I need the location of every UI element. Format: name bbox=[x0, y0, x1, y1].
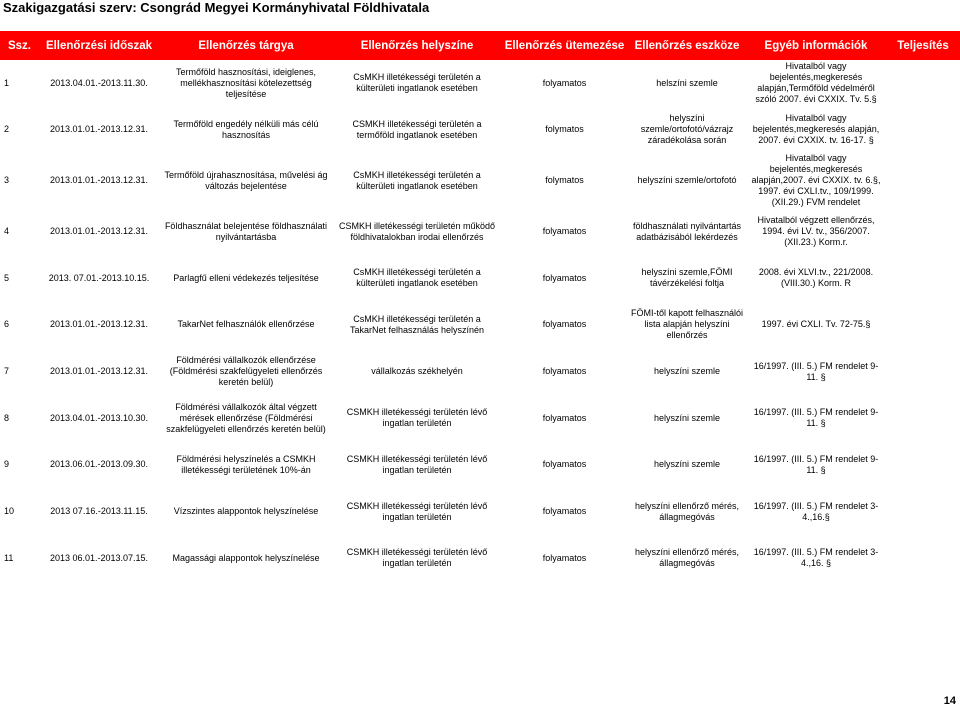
cell-period: 2013.04.01.-2013.11.30. bbox=[50, 77, 148, 88]
cell-info: 2008. évi XLVI.tv., 221/2008.(VIII.30.) Korm. R bbox=[758, 267, 874, 288]
inspection-plan-table bbox=[0, 31, 960, 581]
table-row bbox=[0, 348, 960, 395]
cell-period: 2013.01.01.-2013.12.31. bbox=[49, 226, 149, 236]
page-number: 14 bbox=[943, 695, 956, 707]
cell-done bbox=[886, 255, 960, 301]
cell-subject: Földmérési helyszínelés a CSMKH illetékességi területének 10%-án bbox=[176, 453, 316, 475]
cell-period: 2013.01.01.-2013.12.31. bbox=[49, 319, 149, 329]
cell-info: 16/1997. (III. 5.) FM rendelet 9-11. § bbox=[753, 407, 879, 428]
cell-tool: földhasználati nyilvántartás adatbázisából lekérdezés bbox=[632, 220, 742, 242]
cell-place: CsMKH illetékességi területén a TakarNet felhasználás helyszínén bbox=[349, 313, 485, 335]
cell-tool: helyszíni szemle/ortofotó bbox=[637, 175, 737, 185]
cell-subject: Termőföld újrahasznosítása, művelési ág változás bejelentése bbox=[164, 169, 328, 191]
cell-done bbox=[886, 395, 960, 441]
document-title: Szakigazgatási szerv: Csongrád Megyei Kormányhivatal Földhivatala bbox=[3, 0, 430, 15]
cell-no: 11 bbox=[4, 552, 14, 563]
col-header-period: Ellenőrzési időszak bbox=[39, 31, 159, 60]
cell-place: CSMKH illetékességi területén lévő ingatlan területén bbox=[346, 453, 488, 475]
cell-no: 10 bbox=[4, 506, 15, 516]
cell-schedule: folymatos bbox=[545, 124, 584, 134]
cell-no: 1 bbox=[4, 77, 10, 88]
cell-place: CsMKH illetékességi területén a külterületi ingatlanok esetében bbox=[353, 267, 481, 288]
cell-period: 2013.01.01.-2013.12.31. bbox=[49, 175, 149, 185]
cell-subject: Termőföld engedély nélküli más célú hasznosítás bbox=[173, 118, 319, 140]
cell-no: 5 bbox=[4, 272, 10, 283]
table-header-row bbox=[0, 31, 960, 60]
cell-info: 16/1997. (III. 5.) FM rendelet 3-4.,16.§ bbox=[753, 500, 879, 522]
cell-schedule: folyamatos bbox=[542, 506, 587, 516]
cell-period: 2013.01.01.-2013.12.31. bbox=[49, 366, 149, 376]
cell-subject: Parlagfű elleni védekezés teljesítése bbox=[173, 272, 319, 283]
table-row bbox=[0, 395, 960, 441]
cell-info: Hivatalból vagy bejelentés,megkeresés alapján,Termőföld védelméről szóló 2007. évi CXXIX. Tv. 5.§ bbox=[755, 61, 877, 104]
cell-subject: Földmérési vállalkozók által végzett mérések ellenőrzése (Földmérési szakfelügyeleti ellenőrzés keretén belül) bbox=[166, 401, 326, 434]
col-header-tool: Ellenőrzés eszköze bbox=[628, 31, 746, 60]
cell-info: Hivatalból vagy bejelentés,megkeresés alapján,2007. évi CXXIX. tv. 6.§, 1997. évi CXLI.tv., 109/1999.(XII.29.) FVM rendelet bbox=[751, 153, 881, 207]
cell-period: 2013 07.16.-2013.11.15. bbox=[50, 506, 148, 516]
cell-subject: Termőföld hasznosítási, ideiglenes, mellékhasznosítási kötelezettség teljesítése bbox=[175, 66, 317, 99]
cell-tool: helyszíni szemle,FÖMI távérzékelési foltja bbox=[641, 267, 733, 288]
cell-tool: helyszíni szemle bbox=[653, 459, 721, 469]
cell-schedule: folyamatos bbox=[542, 226, 587, 236]
cell-schedule: folyamatos bbox=[542, 459, 587, 469]
table-row bbox=[0, 255, 960, 301]
cell-done bbox=[886, 441, 960, 488]
table-row bbox=[0, 153, 960, 208]
cell-no: 6 bbox=[4, 319, 10, 329]
cell-subject: Vízszintes alappontok helyszínelése bbox=[173, 506, 319, 516]
cell-schedule: folyamatos bbox=[542, 272, 587, 283]
cell-done bbox=[886, 208, 960, 255]
cell-subject: TakarNet felhasználók ellenőrzése bbox=[177, 319, 315, 329]
cell-no: 3 bbox=[4, 175, 10, 185]
cell-no: 4 bbox=[4, 226, 10, 236]
cell-info: Hivatalból vagy bejelentés,megkeresés alapján, 2007. évi CXXIX. tv. 16-17. § bbox=[752, 113, 880, 145]
table-row bbox=[0, 301, 960, 348]
cell-subject: Földmérési vállalkozók ellenőrzése (Földmérési szakfelügyeleti ellenőrzés keretén belül) bbox=[169, 355, 323, 387]
col-header-place: Ellenőrzés helyszíne bbox=[333, 31, 501, 60]
cell-info: 16/1997. (III. 5.) FM rendelet 9-11. § bbox=[753, 360, 879, 382]
cell-done bbox=[886, 535, 960, 581]
cell-schedule: folymatos bbox=[545, 175, 584, 185]
cell-tool: helyszíni szemle bbox=[653, 412, 721, 423]
cell-schedule: folyamatos bbox=[542, 552, 587, 563]
cell-subject: Földhasználat belejentése földhasználati nyilvántartásba bbox=[164, 220, 328, 242]
cell-tool: helyszíni szemle/ortofotó/vázrajz záradékolása során bbox=[640, 113, 734, 145]
cell-place: CSMKH illetékességi területén működő földhivatalokban irodai ellenőrzés bbox=[338, 220, 496, 242]
table-row bbox=[0, 106, 960, 153]
cell-done bbox=[886, 301, 960, 348]
col-header-no: Ssz. bbox=[0, 31, 39, 60]
cell-no: 9 bbox=[4, 459, 10, 469]
cell-period: 2013 06.01.-2013.07.15. bbox=[49, 552, 149, 563]
cell-no: 7 bbox=[4, 366, 10, 376]
cell-no: 2 bbox=[4, 124, 10, 134]
cell-period: 2013.01.01.-2013.12.31. bbox=[49, 124, 149, 134]
cell-place: CsMKH illetékességi területén a külterületi ingatlanok esetében bbox=[353, 72, 481, 93]
cell-period: 2013.06.01.-2013.09.30. bbox=[49, 459, 149, 469]
cell-period: 2013. 07.01.-2013.10.15. bbox=[48, 272, 150, 283]
cell-schedule: folyamatos bbox=[542, 412, 587, 423]
cell-subject: Magassági alappontok helyszínelése bbox=[172, 552, 320, 563]
cell-no: 8 bbox=[4, 412, 10, 423]
cell-place: CSMKH illetékességi területén lévő ingatlan területén bbox=[346, 500, 488, 522]
col-header-subject: Ellenőrzés tárgya bbox=[159, 31, 333, 60]
col-header-info: Egyéb információk bbox=[746, 31, 886, 60]
cell-info: 16/1997. (III. 5.) FM rendelet 3-4.,16. § bbox=[753, 547, 879, 568]
table-row bbox=[0, 60, 960, 106]
cell-tool: helyszíni ellenőrző mérés, állagmegóvás bbox=[634, 547, 740, 568]
table-row bbox=[0, 488, 960, 535]
cell-schedule: folyamatos bbox=[542, 77, 587, 88]
cell-info: 16/1997. (III. 5.) FM rendelet 9-11. § bbox=[753, 453, 879, 475]
col-header-done: Teljesítés bbox=[886, 31, 960, 60]
cell-place: CSMKH illetékességi területén lévő ingatlan területén bbox=[346, 407, 488, 428]
cell-done bbox=[886, 106, 960, 153]
cell-tool: helyszíni ellenőrző mérés, állagmegóvás bbox=[634, 500, 740, 522]
cell-place: vállalkozás székhelyén bbox=[371, 366, 463, 376]
cell-place: CSMKH illetékességi területén lévő ingatlan területén bbox=[346, 547, 488, 568]
table-row bbox=[0, 535, 960, 581]
cell-place: CsMKH illetékességi területén a külterületi ingatlanok esetében bbox=[353, 169, 481, 191]
cell-done bbox=[886, 153, 960, 208]
cell-tool: helyszíni szemle bbox=[653, 366, 721, 376]
cell-done bbox=[886, 348, 960, 395]
cell-place: CSMKH illetékességi területén a termőföld ingatlanok esetében bbox=[352, 118, 482, 140]
cell-tool: FÖMI-től kapott felhasználói lista alapján helyszíni ellenőrzés bbox=[630, 308, 744, 340]
cell-info: Hivatalból végzett ellenőrzés, 1994. évi LV. tv., 356/2007.(XII.23.) Korm.r. bbox=[757, 215, 875, 247]
col-header-schedule: Ellenőrzés ütemezése bbox=[501, 31, 628, 60]
cell-schedule: folyamatos bbox=[542, 366, 587, 376]
table-row bbox=[0, 208, 960, 255]
cell-info: 1997. évi CXLI. Tv. 72-75.§ bbox=[761, 319, 871, 329]
cell-tool: helszíni szemle bbox=[656, 77, 718, 88]
cell-schedule: folyamatos bbox=[542, 319, 587, 329]
cell-done bbox=[886, 60, 960, 106]
table-row bbox=[0, 441, 960, 488]
cell-done bbox=[886, 488, 960, 535]
cell-period: 2013.04.01.-2013.10.30. bbox=[49, 412, 149, 423]
